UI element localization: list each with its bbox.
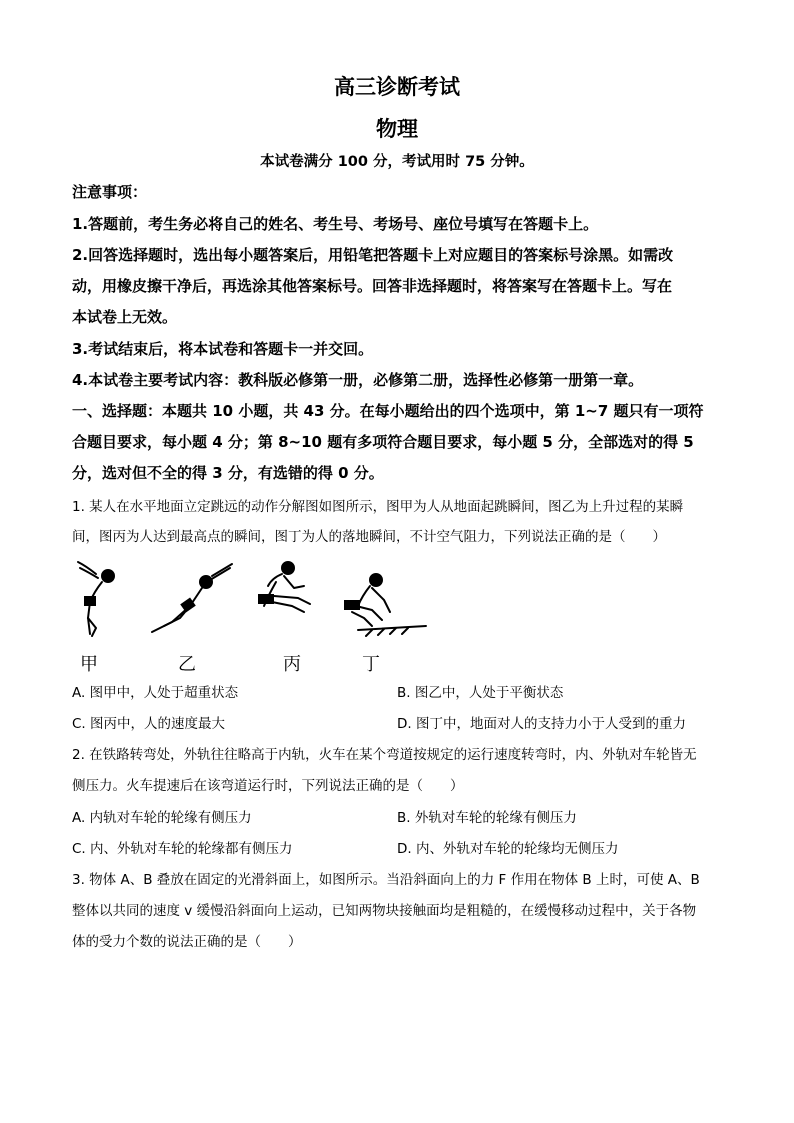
figure-label-jia: 甲 <box>80 654 98 675</box>
section-line-2: 合题目要求，每小题 4 分；第 8~10 题有多项符合题目要求，每小题 5 分，全部选对的得 5 <box>72 433 694 451</box>
note-2-line-2: 动，用橡皮擦干净后，再选涂其他答案标号。回答非选择题时，将答案写在答题卡上。写在 <box>72 277 673 295</box>
q3-stem-line-3: 体的受力个数的说法正确的是（ ） <box>72 934 302 950</box>
section-line-1: 一、选择题：本题共 10 小题，共 43 分。在每小题给出的四个选项中，第 1~7 题只有一项符 <box>72 402 704 420</box>
q1-option-b: B. 图乙中，人处于平衡状态 <box>397 685 564 701</box>
note-2-line-1: 2.回答选择题时，选出每小题答案后，用铅笔把答题卡上对应题目的答案标号涂黑。如需改 <box>72 246 674 264</box>
notes-heading: 注意事项： <box>72 183 148 201</box>
figure-label-yi: 乙 <box>178 654 196 675</box>
q1-option-d: D. 图丁中，地面对人的支持力小于人受到的重力 <box>397 716 686 732</box>
note-3: 3.考试结束后，将本试卷和答题卡一并交回。 <box>72 340 374 358</box>
q2-stem-line-2: 侧压力。火车提速后在该弯道运行时，下列说法正确的是（ ） <box>72 778 464 794</box>
note-2-line-3: 本试卷上无效。 <box>72 308 178 326</box>
note-4: 4.本试卷主要考试内容：教科版必修第一册，必修第二册，选择性必修第一册第一章。 <box>72 371 644 389</box>
q2-option-c: C. 内、外轨对车轮的轮缘都有侧压力 <box>72 841 293 857</box>
q3-stem-line-2: 整体以共同的速度 v 缓慢沿斜面向上运动，已知两物块接触面均是粗糙的，在缓慢移动过程中，关于各物 <box>72 903 697 919</box>
figure-label-bing: 丙 <box>283 654 301 675</box>
q3-stem-line-1: 3. 物体 A、B 叠放在固定的光滑斜面上，如图所示。当沿斜面向上的力 F 作用在物体 B 上时，可使 A、B <box>72 872 700 888</box>
figure-yi-jumper <box>152 564 232 632</box>
q2-option-b: B. 外轨对车轮的轮缘有侧压力 <box>397 810 577 826</box>
q2-option-d: D. 内、外轨对车轮的轮缘均无侧压力 <box>397 841 619 857</box>
figure-jia-jumper <box>78 562 114 636</box>
section-line-3: 分，选对但不全的得 3 分，有选错的得 0 分。 <box>72 464 384 482</box>
long-jump-figure <box>72 556 442 676</box>
note-1: 1.答题前，考生务必将自己的姓名、考生号、考场号、座位号填写在答题卡上。 <box>72 215 599 233</box>
exam-title: 高三诊断考试 <box>334 75 460 99</box>
q1-option-c: C. 图丙中，人的速度最大 <box>72 716 226 732</box>
q2-option-a: A. 内轨对车轮的轮缘有侧压力 <box>72 810 252 826</box>
figure-label-ding: 丁 <box>362 654 380 675</box>
q1-stem-line-1: 1. 某人在水平地面立定跳远的动作分解图如图所示，图甲为人从地面起跳瞬间，图乙为上升过程的某瞬 <box>72 499 684 515</box>
exam-info: 本试卷满分 100 分，考试用时 75 分钟。 <box>260 154 534 170</box>
q2-stem-line-1: 2. 在铁路转弯处，外轨往往略高于内轨，火车在某个弯道按规定的运行速度转弯时，内、外轨对车轮皆无 <box>72 747 697 763</box>
q1-option-a: A. 图甲中，人处于超重状态 <box>72 685 239 701</box>
subject-title: 物理 <box>376 117 418 141</box>
q1-stem-line-2: 间，图丙为人达到最高点的瞬间，图丁为人的落地瞬间，不计空气阻力，下列说法正确的是（ ） <box>72 529 666 545</box>
figure-ding-jumper <box>344 574 426 636</box>
figure-bing-jumper <box>258 562 310 612</box>
